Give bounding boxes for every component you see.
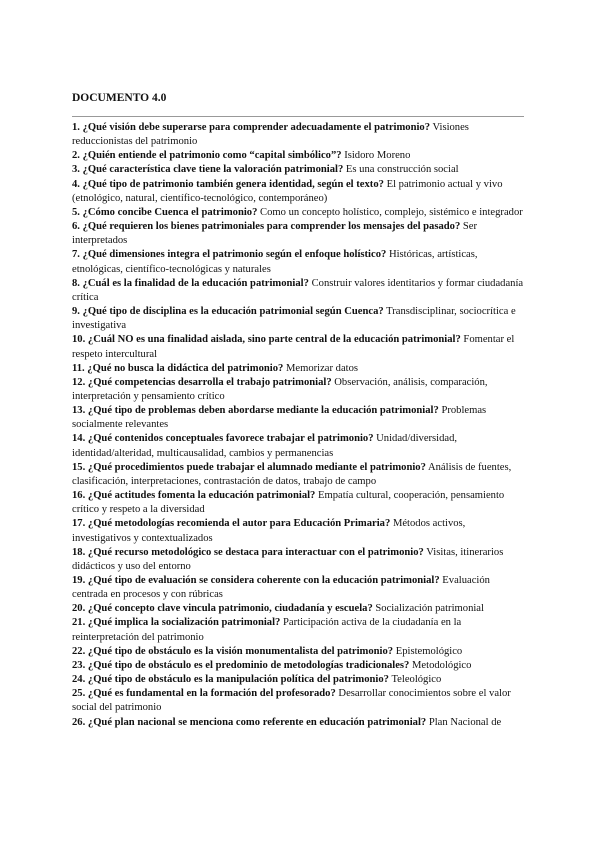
question-text: 10. ¿Cuál NO es una finalidad aislada, sino parte central de la educación patrimonial? — [72, 334, 461, 346]
answer-text: Metodológico — [412, 659, 472, 671]
answer-text: Teleológico — [391, 674, 442, 686]
qa-item — [72, 432, 524, 460]
answer-text: Isidoro Moreno — [344, 150, 411, 162]
qa-item — [72, 163, 524, 177]
title-divider — [72, 116, 524, 117]
qa-item — [72, 333, 524, 361]
answer-text: Históricas, artísticas, etnológicas, científico-tecnológicas y naturales — [72, 249, 478, 275]
question-text: 9. ¿Qué tipo de disciplina es la educación patrimonial según Cuenca? — [72, 306, 384, 318]
question-text: 2. ¿Quién entiende el patrimonio como “capital simbólico”? — [72, 150, 342, 162]
question-text: 5. ¿Cómo concibe Cuenca el patrimonio? — [72, 206, 258, 218]
question-text: 20. ¿Qué concepto clave vincula patrimonio, ciudadanía y escuela? — [72, 603, 373, 615]
answer-text: Empatía cultural, cooperación, pensamiento crítico y respeto a la diversidad — [72, 490, 505, 516]
answer-text: Desarrollar conocimientos sobre el valor social del patrimonio — [72, 688, 511, 714]
answer-text: Epistemológico — [395, 645, 463, 657]
document-title: DOCUMENTO 4.0 — [72, 92, 167, 104]
answer-text: Métodos activos, investigativos y contextualizados — [72, 518, 466, 544]
answer-text: Evaluación centrada en procesos y con rúbricas — [72, 575, 490, 601]
answer-text: Fomentar el respeto intercultural — [72, 334, 515, 360]
question-text: 8. ¿Cuál es la finalidad de la educación patrimonial? — [72, 277, 309, 289]
question-text: 13. ¿Qué tipo de problemas deben abordarse mediante la educación patrimonial? — [72, 405, 439, 417]
answer-text: Visitas, itinerarios didácticos y uso del entorno — [72, 546, 504, 572]
question-text: 6. ¿Qué requieren los bienes patrimoniales para comprender los mensajes del pasado? — [72, 221, 461, 233]
question-text: 24. ¿Qué tipo de obstáculo es la manipulación política del patrimonio? — [72, 674, 389, 686]
qa-item — [72, 461, 524, 489]
question-text: 16. ¿Qué actitudes fomenta la educación patrimonial? — [72, 490, 316, 502]
qa-item — [72, 489, 524, 517]
qa-item — [72, 305, 524, 333]
question-text: 15. ¿Qué procedimientos puede trabajar el alumnado mediante el patrimonio? — [72, 461, 426, 473]
question-text: 19. ¿Qué tipo de evaluación se considera coherente con la educación patrimonial? — [72, 575, 440, 586]
qa-item — [72, 178, 524, 206]
qa-item — [72, 206, 524, 220]
question-text: 22. ¿Qué tipo de obstáculo es la visión monumentalista del patrimonio? — [72, 645, 394, 657]
question-text: 14. ¿Qué contenidos conceptuales favorece trabajar el patrimonio? — [72, 433, 374, 445]
answer-text: Análisis de fuentes, clasificación, interpretaciones, contrastación de datos, trabajo de campo — [72, 461, 512, 487]
answer-text: Plan Nacional de — [428, 716, 502, 728]
question-text: 26. ¿Qué plan nacional se menciona como referente en educación patrimonial? — [72, 716, 427, 728]
answer-text: Problemas socialmente relevantes — [72, 405, 487, 431]
answer-text: Participación activa de la ciudadanía en la reinterpretación del patrimonio — [72, 617, 462, 643]
question-text: 17. ¿Qué metodologías recomienda el autor para Educación Primaria? — [72, 518, 391, 530]
answer-text: El patrimonio actual y vivo (etnológico, natural, científico-tecnológico, contemporáneo) — [72, 178, 503, 204]
qa-item — [72, 404, 524, 432]
answer-text: Ser interpretados — [72, 221, 478, 247]
qa-item — [72, 659, 524, 673]
qa-list — [72, 121, 524, 730]
answer-text: Observación, análisis, comparación, interpretación y pensamiento crítico — [72, 376, 488, 402]
question-text: 11. ¿Qué no busca la didáctica del patrimonio? — [72, 362, 284, 374]
question-text: 3. ¿Qué característica clave tiene la valoración patrimonial? — [72, 164, 344, 176]
qa-item — [72, 277, 524, 305]
answer-text: Socialización patrimonial — [375, 603, 484, 615]
answer-text: Visiones reduccionistas del patrimonio — [72, 122, 469, 148]
qa-item — [72, 376, 524, 404]
qa-item — [72, 248, 524, 276]
qa-item — [72, 616, 524, 644]
answer-text: Es una construcción social — [345, 164, 459, 176]
qa-item — [72, 673, 524, 687]
question-text: 18. ¿Qué recurso metodológico se destaca para interactuar con el patrimonio? — [72, 546, 424, 558]
qa-item — [72, 574, 524, 602]
question-text: 21. ¿Qué implica la socialización patrimonial? — [72, 617, 281, 629]
qa-item — [72, 645, 524, 659]
qa-item — [72, 716, 524, 730]
question-text: 7. ¿Qué dimensiones integra el patrimonio según el enfoque holístico? — [72, 249, 387, 261]
answer-text: Memorizar datos — [285, 362, 359, 374]
qa-item — [72, 602, 524, 616]
qa-item — [72, 362, 524, 376]
answer-text: Construir valores identitarios y formar ciudadanía crítica — [72, 277, 524, 303]
qa-item — [72, 149, 524, 163]
qa-item — [72, 546, 524, 574]
qa-item — [72, 121, 524, 149]
qa-item — [72, 517, 524, 545]
qa-item — [72, 220, 524, 248]
answer-text: Como un concepto holístico, complejo, sistémico e integrador — [260, 206, 523, 218]
answer-text: Transdisciplinar, sociocrítica e investigativa — [72, 306, 516, 332]
question-text: 4. ¿Qué tipo de patrimonio también genera identidad, según el texto? — [72, 178, 384, 190]
question-text: 12. ¿Qué competencias desarrolla el trabajo patrimonial? — [72, 376, 332, 388]
question-text: 1. ¿Qué visión debe superarse para comprender adecuadamente el patrimonio? — [72, 122, 431, 133]
question-text: 23. ¿Qué tipo de obstáculo es el predominio de metodologías tradicionales? — [72, 659, 410, 671]
question-text: 25. ¿Qué es fundamental en la formación del profesorado? — [72, 688, 336, 700]
qa-item — [72, 687, 524, 715]
answer-text: Unidad/diversidad, identidad/alteridad, multicausalidad, cambios y permanencias — [72, 433, 458, 459]
